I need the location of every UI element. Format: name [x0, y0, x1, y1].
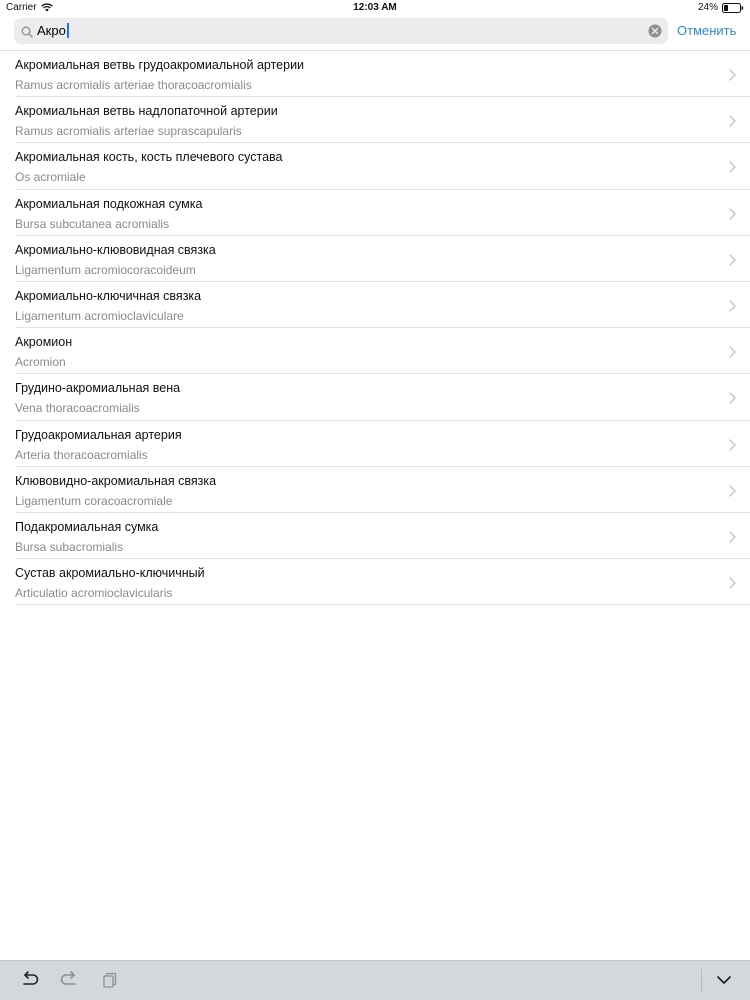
result-title: Клювовидно-акромиальная связка	[15, 473, 217, 488]
list-item[interactable]	[0, 513, 750, 559]
toolbar-divider	[701, 969, 702, 993]
result-subtitle: Bursa subacromialis	[15, 539, 124, 554]
result-subtitle: Ligamentum coracoacromiale	[15, 493, 173, 508]
list-item[interactable]	[0, 97, 750, 143]
carrier-label: Carrier	[6, 2, 37, 13]
list-item[interactable]	[0, 421, 750, 467]
text-caret	[67, 23, 69, 38]
status-bar	[0, 0, 750, 16]
result-subtitle: Ramus acromialis arteriae suprascapularis	[15, 124, 242, 139]
chevron-right-icon	[729, 207, 736, 219]
chevron-right-icon	[729, 438, 736, 450]
result-subtitle: Ligamentum acromioclaviculare	[15, 308, 184, 323]
cancel-button[interactable]: Отменить	[677, 23, 737, 38]
chevron-right-icon	[729, 68, 736, 80]
keyboard-dismiss-icon	[714, 977, 734, 992]
result-title: Акромиально-клювовидная связка	[15, 242, 216, 257]
result-subtitle: Bursa subcutanea acromialis	[15, 216, 170, 231]
list-item[interactable]	[0, 143, 750, 189]
result-title: Акромиальная ветвь грудоакромиальной артерии	[15, 58, 305, 72]
paste-icon	[101, 977, 119, 992]
list-item[interactable]	[0, 374, 750, 420]
chevron-right-icon	[729, 530, 736, 542]
list-item[interactable]	[0, 467, 750, 513]
dismiss-keyboard-button[interactable]	[713, 971, 735, 991]
result-title: Грудоакромиальная артерия	[15, 427, 182, 442]
result-title: Акромиальная подкожная сумка	[15, 196, 203, 211]
status-time: 12:03 AM	[353, 2, 397, 13]
result-title: Грудино-акромиальная вена	[15, 381, 181, 396]
chevron-right-icon	[729, 576, 736, 588]
result-title: Акромиальная кость, кость плечевого сустава	[15, 150, 283, 165]
search-icon	[21, 25, 33, 37]
result-subtitle: Vena thoracoacromialis	[15, 401, 140, 416]
list-item[interactable]	[0, 282, 750, 328]
result-subtitle: Acromion	[15, 355, 66, 370]
clear-icon[interactable]	[648, 24, 662, 38]
result-title: Акромиально-ключичная связка	[15, 288, 202, 303]
result-subtitle: Ligamentum acromiocoracoideum	[15, 262, 196, 277]
chevron-right-icon	[729, 114, 736, 126]
result-title: Акромион	[15, 335, 73, 350]
redo-button[interactable]	[58, 971, 80, 991]
list-item[interactable]	[0, 190, 750, 236]
status-battery	[698, 2, 744, 13]
result-subtitle: Os acromiale	[15, 170, 86, 185]
undo-button[interactable]	[19, 971, 41, 991]
result-title: Акромиальная ветвь надлопаточной артерии	[15, 104, 278, 119]
result-subtitle: Articulatio acromioclavicularis	[15, 586, 173, 601]
list-item[interactable]	[0, 559, 750, 605]
list-item[interactable]	[0, 236, 750, 282]
search-bar	[0, 18, 750, 48]
search-field[interactable]	[14, 18, 668, 44]
chevron-right-icon	[729, 345, 736, 357]
result-title: Сустав акромиально-ключичный	[15, 566, 205, 581]
chevron-right-icon	[729, 391, 736, 403]
paste-button[interactable]	[99, 971, 121, 991]
chevron-right-icon	[729, 253, 736, 265]
list-item[interactable]	[0, 51, 750, 97]
search-input-value: Акро	[37, 23, 66, 38]
chevron-right-icon	[729, 160, 736, 172]
chevron-right-icon	[729, 299, 736, 311]
battery-icon	[722, 3, 744, 13]
redo-icon	[59, 977, 79, 992]
list-item[interactable]	[0, 328, 750, 374]
keyboard-accessory-toolbar	[0, 960, 750, 1000]
chevron-right-icon	[729, 484, 736, 496]
result-subtitle: Arteria thoracoacromialis	[15, 447, 148, 462]
search-input[interactable]	[37, 23, 69, 38]
results-list	[0, 51, 750, 605]
undo-icon	[20, 977, 40, 992]
battery-percent: 24%	[697, 2, 718, 13]
result-title: Подакромиальная сумка	[15, 519, 159, 534]
result-subtitle: Ramus acromialis arteriae thoracoacromialis	[15, 78, 252, 92]
